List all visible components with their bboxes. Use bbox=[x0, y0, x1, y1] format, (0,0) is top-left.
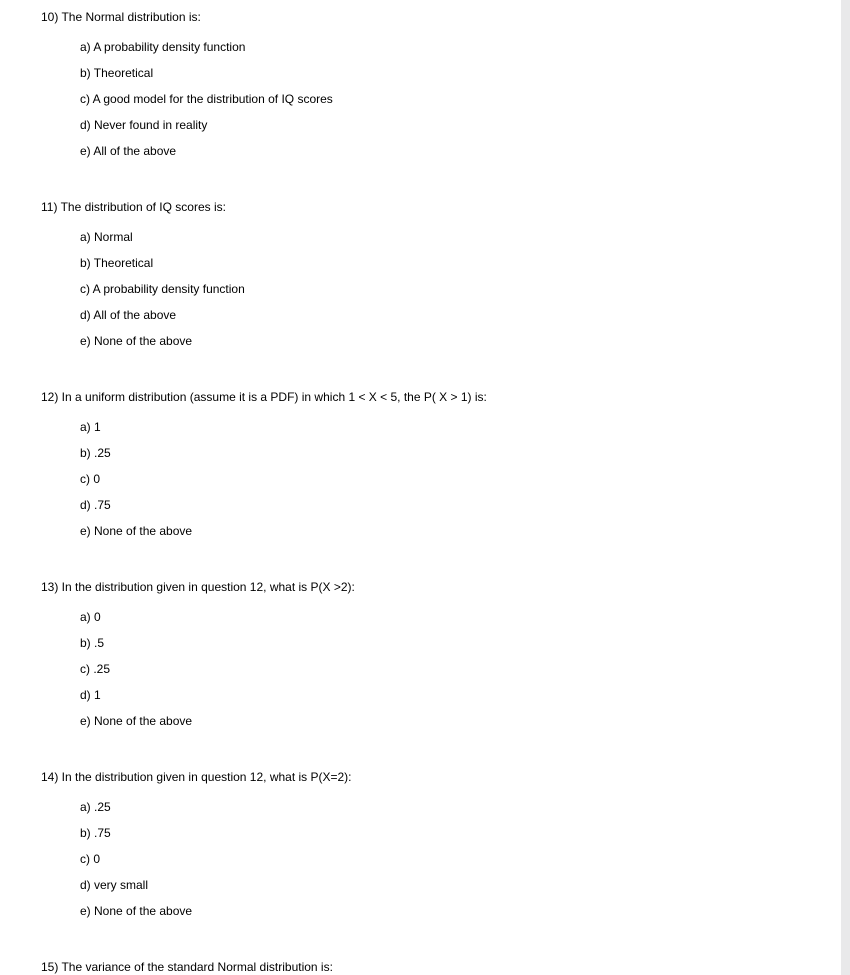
option-c: c) A good model for the distribution of IQ scores bbox=[80, 92, 333, 106]
option-e: e) All of the above bbox=[80, 144, 177, 158]
option-c: c) 0 bbox=[80, 852, 101, 866]
option-c: c) 0 bbox=[80, 472, 101, 486]
answer-options bbox=[80, 40, 333, 170]
question-text: 11) The distribution of IQ scores is: bbox=[41, 200, 226, 214]
question-text: 15) The variance of the standard Normal distribution is: bbox=[41, 960, 333, 974]
option-a: a) .25 bbox=[80, 800, 111, 814]
question-text: 10) The Normal distribution is: bbox=[41, 10, 201, 24]
option-d: d) 1 bbox=[80, 688, 101, 702]
question-text: 12) In a uniform distribution (assume it is a PDF) in which 1 < X < 5, the P( X > 1) is: bbox=[41, 390, 487, 404]
option-a: a) A probability density function bbox=[80, 40, 246, 54]
option-b: b) .75 bbox=[80, 826, 111, 840]
answer-options bbox=[80, 230, 245, 360]
option-b: b) .25 bbox=[80, 446, 111, 460]
option-a: a) Normal bbox=[80, 230, 133, 244]
option-d: d) Never found in reality bbox=[80, 118, 208, 132]
option-e: e) None of the above bbox=[80, 714, 193, 728]
option-e: e) None of the above bbox=[80, 524, 193, 538]
question-15 bbox=[41, 960, 821, 974]
question-12 bbox=[41, 390, 821, 538]
option-d: d) very small bbox=[80, 878, 149, 892]
question-text: 13) In the distribution given in question 12, what is P(X >2): bbox=[41, 580, 355, 594]
answer-options bbox=[80, 610, 192, 740]
option-d: d) All of the above bbox=[80, 308, 177, 322]
option-e: e) None of the above bbox=[80, 904, 193, 918]
question-10 bbox=[41, 10, 821, 158]
option-a: a) 0 bbox=[80, 610, 101, 624]
option-c: c) .25 bbox=[80, 662, 111, 676]
question-13 bbox=[41, 580, 821, 728]
option-b: b) Theoretical bbox=[80, 66, 154, 80]
option-b: b) .5 bbox=[80, 636, 105, 650]
question-text: 14) In the distribution given in question 12, what is P(X=2): bbox=[41, 770, 352, 784]
option-a: a) 1 bbox=[80, 420, 101, 434]
option-b: b) Theoretical bbox=[80, 256, 154, 270]
option-c: c) A probability density function bbox=[80, 282, 245, 296]
option-e: e) None of the above bbox=[80, 334, 193, 348]
answer-options bbox=[80, 420, 192, 550]
question-11 bbox=[41, 200, 821, 348]
question-14 bbox=[41, 770, 821, 918]
answer-options bbox=[80, 800, 192, 930]
option-d: d) .75 bbox=[80, 498, 111, 512]
